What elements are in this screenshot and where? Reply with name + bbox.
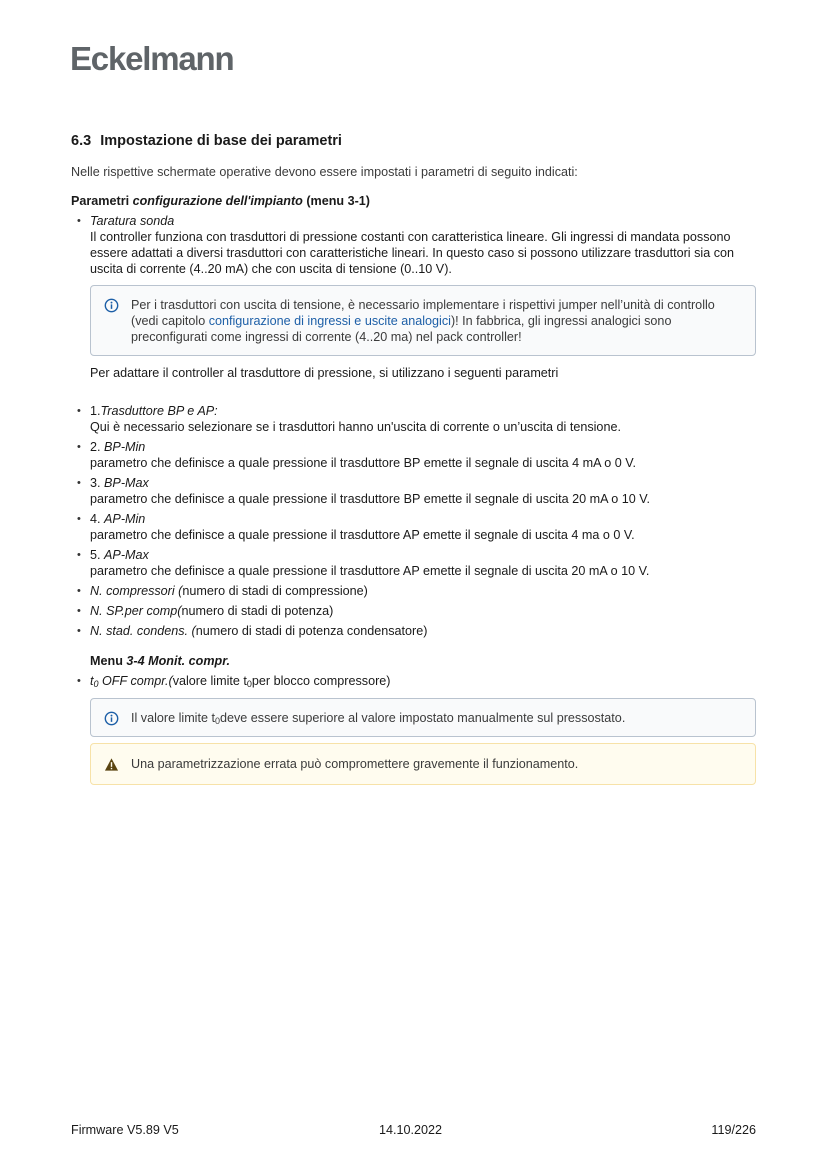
intro-text: Nelle rispettive schermate operative devono essere impostati i parametri di seguito indicati: — [71, 165, 578, 179]
list-item: • N. SP.per comp(numero di stadi di potenza) — [71, 603, 756, 619]
params-heading: Parametri configurazione dell'impianto (menu 3-1) — [71, 194, 371, 208]
taratura-body: Il controller funziona con trasduttori di pressione costanti con caratteristica lineare. Gli ingressi di mandata possono essere adattati a diversi trasduttori con caratteristiche lineari. In questo caso si possono utilizzare trasduttori sia con uscita di corrente (4..20 mA) che con uscita di tensione (0..10 V). — [90, 230, 734, 276]
list-item: • 3. BP-Max parametro che definisce a quale pressione il trasduttore BP emette il segnale di uscita 20 mA o 10 V. — [71, 475, 756, 507]
param-list — [71, 403, 756, 639]
info-icon — [104, 711, 119, 726]
section-heading — [71, 131, 756, 151]
page-content — [71, 131, 756, 789]
eckelmann-logo: Eckelmann — [70, 40, 234, 77]
info-icon — [104, 298, 119, 313]
list-item: • N. stad. condens. (numero di stadi di potenza condensatore) — [71, 623, 756, 639]
list-item: • 5. AP-Max parametro che definisce a quale pressione il trasduttore AP emette il segnale di uscita 20 mA o 10 V. — [71, 547, 756, 579]
list-item-t0-off: • $t_0$ OFF compr.(valore limite $t_0per$ blocco compressore) Il valore limite $t_0deve$ essere superiore al valore impostato manualmente sul pressostato. Una parametrizzazione errata può compromettere gravemente il funzionamento. — [71, 673, 756, 785]
list-item: • N. compressori (numero di stadi di compressione) — [71, 583, 756, 599]
taratura-list — [71, 213, 756, 381]
info-callout-jumper: Per i trasduttori con uscita di tensione, è necessario implementare i rispettivi jumper nell’unità di controllo (vedi capitolo configurazione di ingressi e uscite analogici)! In fabbrica, gli ingressi analogici sono preconfigurati come ingressi di corrente (4..20 ma) nel pack controller! — [90, 285, 756, 356]
after-callout-text: Per adattare il controller al trasduttore di pressione, si utilizzano i seguenti parametri — [90, 366, 559, 380]
taratura-title: Taratura sonda — [90, 214, 175, 228]
warning-icon — [104, 757, 119, 772]
page-footer — [71, 1123, 756, 1137]
footer-date: 14.10.2022 — [379, 1123, 443, 1137]
warning-callout: Una parametrizzazione errata può compromettere gravemente il funzionamento. — [90, 743, 756, 785]
menu-3-4-heading: Menu 3-4 Monit. compr. — [90, 654, 230, 668]
list-item: • 1.Trasduttore BP e AP: Qui è necessario selezionare se i trasduttori hanno un'uscita di corrente o un’uscita di tensione. — [71, 403, 756, 435]
list-item-taratura — [71, 213, 756, 381]
list-item: • 4. AP-Min parametro che definisce a quale pressione il trasduttore AP emette il segnale di uscita 4 ma o 0 V. — [71, 511, 756, 543]
link-configurazione-ingressi[interactable]: configurazione di ingressi e uscite analogici — [208, 314, 451, 328]
footer-page-number: 119/226 — [711, 1123, 756, 1137]
section-title: Impostazione di base dei parametri — [100, 133, 342, 149]
menu-3-4-list — [71, 673, 756, 785]
section-number: 6.3 — [71, 133, 92, 149]
footer-firmware: Firmware V5.89 V5 — [71, 1123, 179, 1137]
info-callout-limit: Il valore limite $t_0deve$ essere superiore al valore impostato manualmente sul pressostato. — [90, 698, 756, 737]
list-item: • 2. BP-Min parametro che definisce a quale pressione il trasduttore BP emette il segnale di uscita 4 mA o 0 V. — [71, 439, 756, 471]
